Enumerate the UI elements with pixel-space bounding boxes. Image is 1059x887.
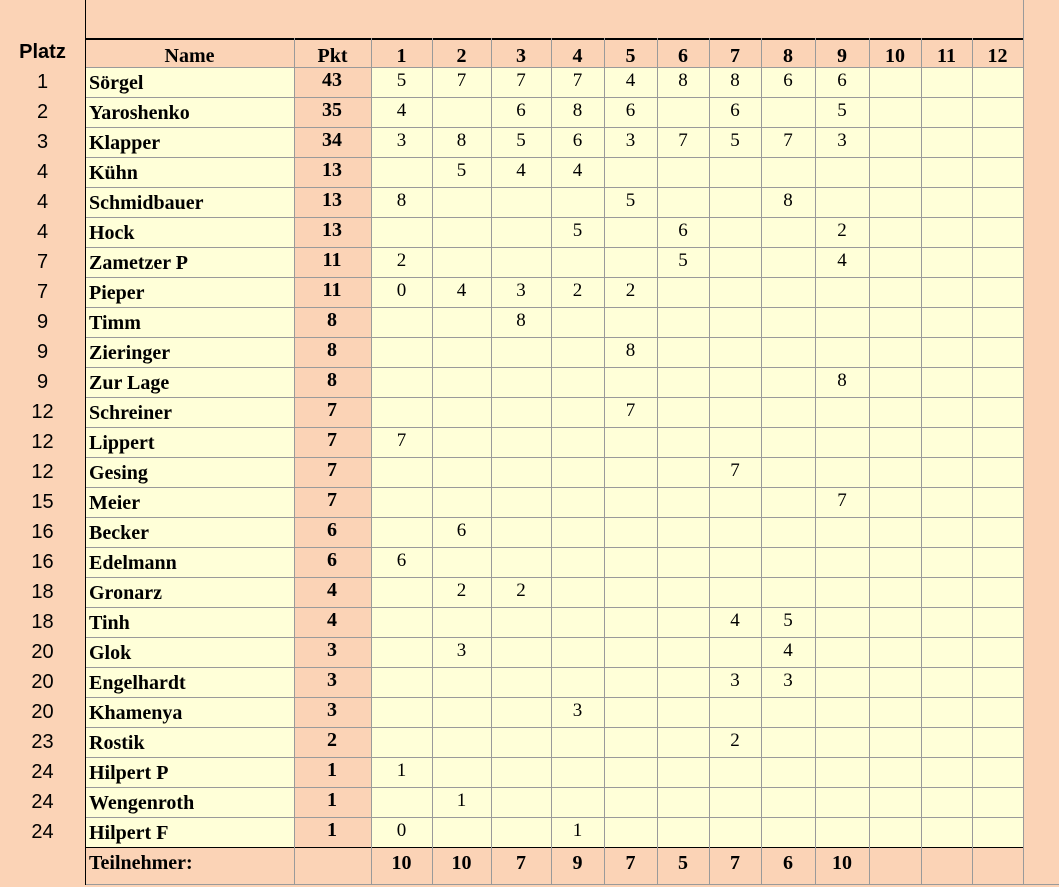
rank-cell: 24 — [31, 761, 54, 783]
score-cell: 0 — [396, 280, 407, 301]
rank-cell: 16 — [31, 521, 54, 543]
rank-cell: 24 — [31, 821, 54, 843]
score-cell: 4 — [837, 250, 847, 271]
score-cell: 2 — [625, 280, 636, 301]
participant-count: 10 — [391, 852, 412, 874]
player-name: Rostik — [89, 732, 145, 754]
points-cell: 7 — [327, 459, 337, 481]
score-cell: 4 — [516, 160, 526, 181]
points-cell: 34 — [322, 129, 342, 151]
score-cell: 5 — [678, 250, 688, 271]
rank-cell: 12 — [31, 431, 54, 453]
points-cell: 3 — [327, 699, 337, 721]
score-cell: 8 — [678, 70, 688, 91]
player-name: Klapper — [89, 132, 161, 154]
score-cell: 8 — [572, 100, 583, 121]
player-name: Kühn — [89, 162, 138, 184]
rank-cell: 9 — [36, 371, 49, 393]
column-gridline — [815, 38, 816, 885]
score-cell: 3 — [516, 280, 526, 301]
player-name: Edelmann — [89, 552, 177, 574]
rank-cell: 7 — [36, 251, 49, 273]
score-cell: 6 — [396, 550, 407, 571]
header-round-5: 5 — [625, 45, 636, 67]
rank-cell: 2 — [36, 101, 49, 123]
score-cell: 8 — [730, 70, 740, 91]
score-cell: 8 — [625, 340, 636, 361]
rank-cell: 20 — [31, 671, 54, 693]
points-cell: 13 — [322, 189, 342, 211]
points-cell: 3 — [327, 669, 337, 691]
points-cell: 1 — [327, 789, 337, 811]
rank-cell: 18 — [31, 611, 54, 633]
points-cell: 8 — [327, 309, 337, 331]
row-gridline — [85, 277, 1023, 278]
player-name: Lippert — [89, 432, 155, 454]
score-cell: 6 — [678, 220, 688, 241]
row-gridline — [85, 757, 1023, 758]
header-round-9: 9 — [837, 45, 847, 67]
points-cell: 1 — [327, 759, 337, 781]
points-cell: 7 — [327, 489, 337, 511]
score-cell: 8 — [456, 130, 467, 151]
score-cell: 1 — [456, 790, 467, 811]
score-cell: 6 — [456, 520, 467, 541]
row-gridline — [85, 637, 1023, 638]
rank-cell: 15 — [31, 491, 54, 513]
participant-count: 7 — [625, 852, 636, 874]
score-cell: 8 — [837, 370, 847, 391]
score-cell: 6 — [572, 130, 583, 151]
column-gridline — [1023, 0, 1024, 885]
points-cell: 7 — [327, 429, 337, 451]
score-cell: 5 — [837, 100, 847, 121]
score-cell: 7 — [456, 70, 467, 91]
row-gridline — [85, 607, 1023, 608]
points-cell: 1 — [327, 819, 337, 841]
row-gridline — [85, 727, 1023, 728]
score-cell: 5 — [456, 160, 467, 181]
row-gridline — [85, 97, 1023, 98]
score-cell: 3 — [730, 670, 740, 691]
score-cell: 4 — [783, 640, 793, 661]
player-name: Glok — [89, 642, 132, 664]
score-cell: 8 — [783, 190, 793, 211]
row-gridline — [85, 457, 1023, 458]
score-cell: 7 — [730, 460, 740, 481]
points-cell: 13 — [322, 159, 342, 181]
points-cell: 4 — [327, 579, 337, 601]
player-name: Becker — [89, 522, 149, 544]
score-cell: 7 — [783, 130, 793, 151]
score-cell: 8 — [516, 310, 526, 331]
column-gridline — [85, 0, 86, 885]
header-platz: Platz — [19, 41, 66, 63]
player-name: Wengenroth — [89, 792, 195, 814]
points-cell: 11 — [322, 279, 342, 301]
score-cell: 6 — [625, 100, 636, 121]
rank-cell: 4 — [36, 191, 49, 213]
player-name: Yaroshenko — [89, 102, 190, 124]
participant-count: 5 — [678, 852, 688, 874]
player-name: Gesing — [89, 462, 148, 484]
player-name: Schreiner — [89, 402, 172, 424]
column-gridline — [657, 38, 658, 885]
player-name: Hilpert F — [89, 822, 169, 844]
rank-cell: 7 — [36, 281, 49, 303]
footer-bottom-border — [85, 884, 1059, 885]
points-cell: 43 — [322, 69, 342, 91]
row-gridline — [85, 157, 1023, 158]
rank-cell: 9 — [36, 311, 49, 333]
header-name: Name — [164, 45, 215, 67]
rank-cell: 24 — [31, 791, 54, 813]
score-cell: 3 — [783, 670, 793, 691]
row-gridline — [85, 787, 1023, 788]
top-blank-row — [85, 0, 1024, 38]
row-gridline — [85, 397, 1023, 398]
rank-cell: 4 — [36, 221, 49, 243]
header-round-4: 4 — [572, 45, 583, 67]
row-gridline — [85, 577, 1023, 578]
participant-count: 10 — [832, 852, 852, 874]
column-gridline — [371, 38, 372, 885]
footer-label: Teilnehmer: — [89, 852, 193, 874]
score-cell: 5 — [396, 70, 407, 91]
score-cell: 4 — [730, 610, 740, 631]
score-cell: 6 — [516, 100, 526, 121]
score-cell: 1 — [396, 760, 407, 781]
score-cell: 2 — [396, 250, 407, 271]
header-top-border — [85, 38, 1023, 40]
row-gridline — [85, 487, 1023, 488]
header-round-10: 10 — [885, 45, 905, 67]
points-cell: 13 — [322, 219, 342, 241]
score-cell: 2 — [837, 220, 847, 241]
row-gridline — [85, 367, 1023, 368]
score-cell: 7 — [837, 490, 847, 511]
score-cell: 7 — [678, 130, 688, 151]
score-cell: 2 — [730, 730, 740, 751]
score-cell: 6 — [730, 100, 740, 121]
points-cell: 6 — [327, 519, 337, 541]
score-cell: 1 — [572, 820, 583, 841]
score-cell: 3 — [837, 130, 847, 151]
score-cell: 7 — [516, 70, 526, 91]
column-gridline — [972, 38, 973, 885]
player-name: Timm — [89, 312, 141, 334]
row-gridline — [85, 547, 1023, 548]
score-cell: 0 — [396, 820, 407, 841]
score-cell: 7 — [625, 400, 636, 421]
participant-count: 9 — [572, 852, 583, 874]
rank-cell: 20 — [31, 701, 54, 723]
column-gridline — [869, 38, 870, 885]
rank-cell: 4 — [36, 161, 49, 183]
participant-count: 6 — [783, 852, 793, 874]
player-name: Zametzer P — [89, 252, 189, 274]
player-name: Meier — [89, 492, 141, 514]
score-cell: 6 — [837, 70, 847, 91]
points-cell: 4 — [327, 609, 337, 631]
participant-count: 7 — [516, 852, 526, 874]
score-cell: 6 — [783, 70, 793, 91]
score-cell: 4 — [396, 100, 407, 121]
participant-count: 10 — [451, 852, 472, 874]
score-cell: 3 — [456, 640, 467, 661]
player-name: Sörgel — [89, 72, 144, 94]
header-round-2: 2 — [456, 45, 467, 67]
score-cell: 3 — [572, 700, 583, 721]
rank-cell: 18 — [31, 581, 54, 603]
row-gridline — [85, 337, 1023, 338]
header-round-1: 1 — [396, 45, 407, 67]
rank-cell: 1 — [36, 71, 49, 93]
score-cell: 5 — [572, 220, 583, 241]
row-gridline — [85, 307, 1023, 308]
score-cell: 4 — [625, 70, 636, 91]
score-cell: 7 — [396, 430, 407, 451]
participant-count: 7 — [730, 852, 740, 874]
player-name: Hilpert P — [89, 762, 169, 784]
score-cell: 5 — [730, 130, 740, 151]
column-gridline — [604, 38, 605, 885]
row-gridline — [85, 517, 1023, 518]
points-cell: 7 — [327, 399, 337, 421]
score-cell: 2 — [516, 580, 526, 601]
header-round-8: 8 — [783, 45, 793, 67]
row-gridline — [85, 247, 1023, 248]
player-name: Hock — [89, 222, 135, 244]
player-name: Pieper — [89, 282, 145, 304]
points-cell: 8 — [327, 369, 337, 391]
points-cell: 3 — [327, 639, 337, 661]
score-cell: 8 — [396, 190, 407, 211]
score-cell: 2 — [456, 580, 467, 601]
row-gridline — [85, 187, 1023, 188]
score-cell: 5 — [625, 190, 636, 211]
header-round-7: 7 — [730, 45, 740, 67]
header-pkt: Pkt — [317, 45, 348, 67]
row-gridline — [85, 817, 1023, 818]
score-cell: 4 — [572, 160, 583, 181]
header-round-3: 3 — [516, 45, 526, 67]
rank-cell: 12 — [31, 461, 54, 483]
column-gridline — [921, 38, 922, 885]
column-gridline — [761, 38, 762, 885]
score-cell: 4 — [456, 280, 467, 301]
score-cell: 5 — [516, 130, 526, 151]
row-gridline — [85, 67, 1023, 68]
rank-cell: 23 — [31, 731, 54, 753]
player-name: Zieringer — [89, 342, 171, 364]
player-name: Gronarz — [89, 582, 162, 604]
rank-cell: 20 — [31, 641, 54, 663]
points-cell: 11 — [322, 249, 342, 271]
player-name: Zur Lage — [89, 372, 170, 394]
points-cell: 6 — [327, 549, 337, 571]
footer-top-border — [85, 847, 1023, 848]
player-name: Khamenya — [89, 702, 183, 724]
points-cell: 2 — [327, 729, 337, 751]
rank-cell: 3 — [36, 131, 49, 153]
row-gridline — [85, 127, 1023, 128]
score-cell: 2 — [572, 280, 583, 301]
points-cell: 8 — [327, 339, 337, 361]
rank-cell: 16 — [31, 551, 54, 573]
header-round-12: 12 — [987, 45, 1008, 67]
score-cell: 7 — [572, 70, 583, 91]
score-cell: 5 — [783, 610, 793, 631]
row-gridline — [85, 427, 1023, 428]
score-cell: 3 — [625, 130, 636, 151]
rank-cell: 12 — [31, 401, 54, 423]
rank-cell: 9 — [36, 341, 49, 363]
row-gridline — [85, 667, 1023, 668]
score-cell: 3 — [396, 130, 407, 151]
points-cell: 35 — [322, 99, 342, 121]
row-gridline — [85, 697, 1023, 698]
header-round-11: 11 — [937, 45, 956, 67]
row-gridline — [85, 217, 1023, 218]
player-name: Schmidbauer — [89, 192, 204, 214]
header-round-6: 6 — [678, 45, 688, 67]
player-name: Engelhardt — [89, 672, 186, 694]
player-name: Tinh — [89, 612, 130, 634]
